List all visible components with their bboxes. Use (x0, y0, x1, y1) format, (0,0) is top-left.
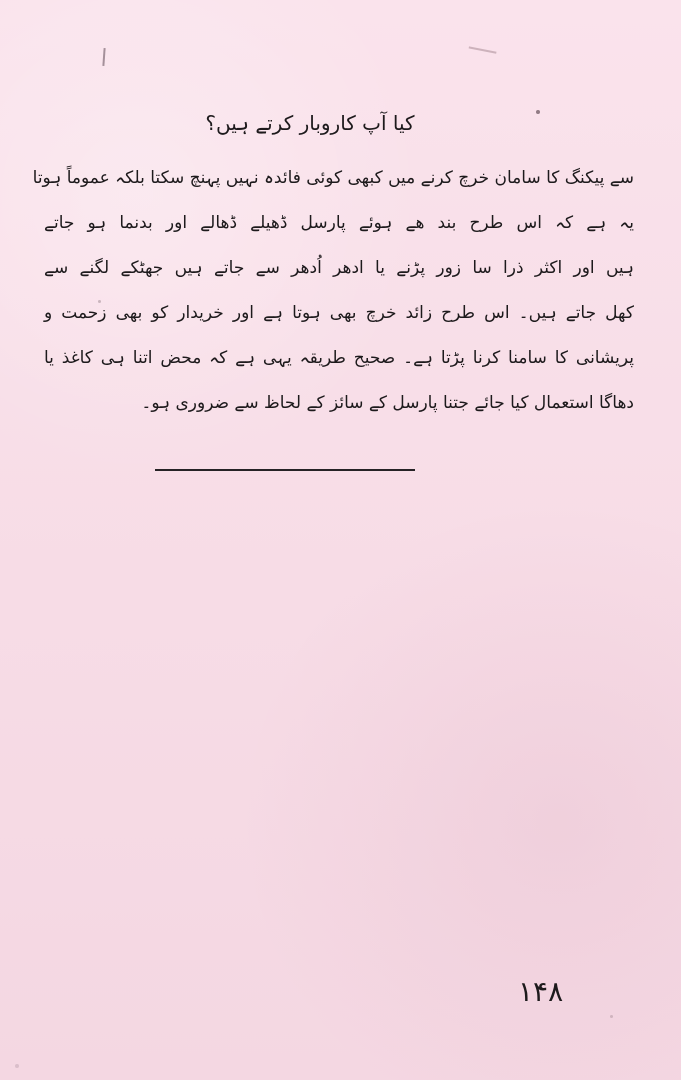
paragraph-line-4: کھل جاتے ہیں۔ اس طرح زائد خرچ بھی ہوتا ہے اور خریدار کو بھی زحمت و (44, 303, 634, 323)
scan-mark (102, 48, 105, 66)
page-title: کیا آپ کاروبار کرتے ہیں؟ (205, 111, 415, 135)
paper-speck (610, 1015, 613, 1018)
main-paragraph (32, 156, 634, 426)
paper-speck (536, 110, 540, 114)
page-number: ۱۴۸ (518, 975, 564, 1008)
paper-speck (15, 1064, 19, 1068)
paragraph-line-1: سے پیکنگ کا سامان خرچ کرنے میں کبھی کوئی فائدہ نہیں پہنچ سکتا بلکہ عموماً ہوتا (32, 168, 634, 188)
paragraph-line-6: دھاگا استعمال کیا جائے جتنا پارسل کے سائز کے لحاظ سے ضروری ہو۔ (141, 393, 634, 413)
paragraph-line-3: ہیں اور اکثر ذرا سا زور پڑنے یا ادھر اُدھر سے جاتے ہیں جھٹکے لگنے سے (44, 258, 634, 278)
section-divider (155, 469, 415, 471)
paragraph-line-2: یہ ہے کہ اس طرح بند ھے ہوئے پارسل ڈھیلے ڈھالے اور بدنما ہو جاتے (44, 213, 634, 233)
scan-smudge (467, 46, 496, 59)
paragraph-line-5: پریشانی کا سامنا کرنا پڑتا ہے۔ صحیح طریقہ یہی ہے کہ محض اتنا ہی کاغذ یا (44, 348, 634, 368)
